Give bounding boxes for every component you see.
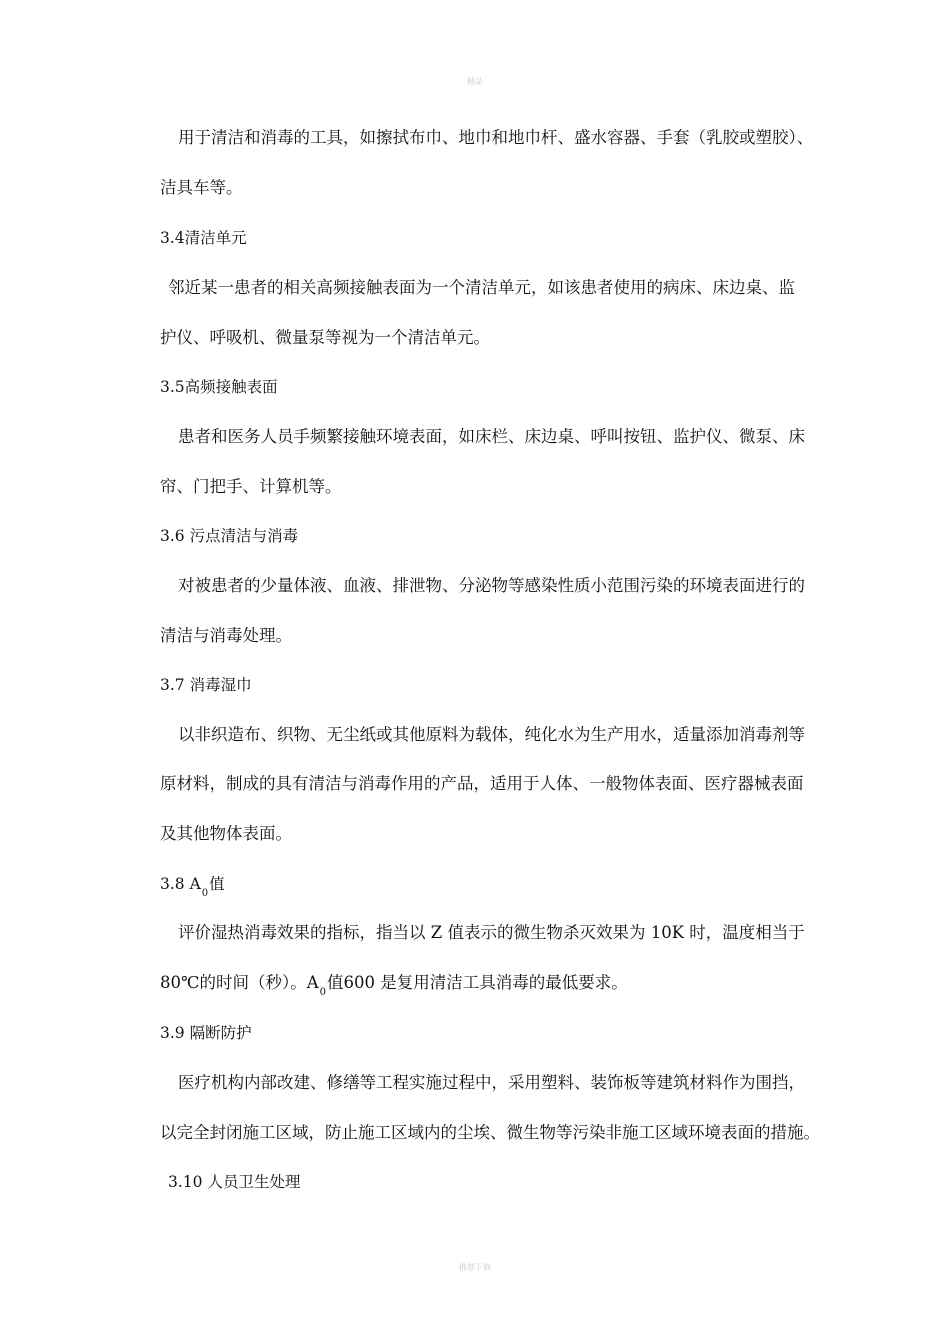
page-footer: 推荐下载 (459, 1263, 491, 1272)
body-line: 以非织造布、织物、无尘纸或其他原料为载体，纯化水为生产用水，适量添加消毒剂等 (178, 725, 805, 744)
body-line: 医疗机构内部改建、修缮等工程实施过程中，采用塑料、装饰板等建筑材料作为围挡， (178, 1073, 805, 1092)
section-heading: 3.10 人员卫生处理 (168, 1173, 301, 1191)
section-heading: 3.5高频接触表面 (160, 378, 278, 396)
body-line: 清洁与消毒处理。 (160, 626, 292, 645)
section-heading: 3.9 隔断防护 (160, 1024, 252, 1042)
heading-prefix: 3.8 A (160, 875, 201, 893)
section-heading: 3.6 污点清洁与消毒 (160, 527, 299, 545)
subscript-zero: 0 (201, 888, 209, 899)
body-line (160, 971, 628, 998)
body-line: 护仪、呼吸机、微量泵等视为一个清洁单元。 (160, 328, 490, 347)
body-line: 以完全封闭施工区域，防止施工区域内的尘埃、微生物等污染非施工区域环境表面的措施。 (160, 1123, 820, 1142)
subscript-zero: 0 (319, 987, 326, 998)
body-line: 邻近某一患者的相关高频接触表面为一个清洁单元，如该患者使用的病床、床边桌、监 (168, 278, 795, 297)
section-heading: 3.7 消毒湿巾 (160, 676, 252, 694)
body-line: 及其他物体表面。 (160, 824, 292, 843)
section-heading (160, 872, 225, 899)
text-prefix: 80℃的时间（秒）。A (160, 973, 319, 992)
text-suffix: 值600 是复用清洁工具消毒的最低要求。 (327, 973, 628, 992)
body-line: 用于清洁和消毒的工具，如擦拭布巾、地巾和地巾杆、盛水容器、手套（乳胶或塑胶）、 (178, 128, 814, 147)
heading-suffix: 值 (209, 875, 225, 893)
section-heading: 3.4清洁单元 (160, 229, 247, 247)
body-line: 评价湿热消毒效果的指标，指当以 Z 值表示的微生物杀灭效果为 10K 时，温度相当于 (178, 923, 805, 942)
body-line: 患者和医务人员手频繁接触环境表面，如床栏、床边桌、呼叫按钮、监护仪、微泵、床 (178, 427, 805, 446)
body-line: 对被患者的少量体液、血液、排泄物、分泌物等感染性质小范围污染的环境表面进行的 (178, 576, 805, 595)
body-line: 原材料，制成的具有清洁与消毒作用的产品，适用于人体、一般物体表面、医疗器械表面 (160, 774, 804, 793)
page-header: 精品 (467, 77, 483, 86)
body-line: 帘、门把手、计算机等。 (160, 477, 342, 496)
body-line: 洁具车等。 (160, 178, 243, 197)
